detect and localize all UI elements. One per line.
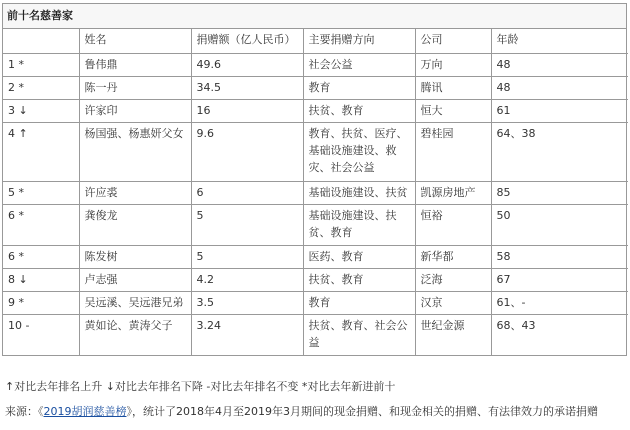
cell-company: 恒大 [415, 100, 491, 123]
table-header-row [3, 29, 628, 54]
source-suffix: 》，统计了2018年4月至2019年3月期间的现金捐赠、和现金相关的捐赠、有法律效力的承诺捐赠 [126, 405, 598, 418]
cell-company: 碧桂园 [415, 123, 491, 182]
cell-direction: 扶贫、教育 [303, 100, 415, 123]
cell-rank: 5 * [3, 182, 79, 205]
cell-direction: 扶贫、教育 [303, 269, 415, 292]
cell-amount: 5 [191, 246, 303, 269]
cell-name: 陈发树 [79, 246, 191, 269]
cell-name: 黄如论、黄涛父子 [79, 315, 191, 356]
source-prefix: 来源：《 [5, 405, 44, 418]
ranking-table [3, 29, 628, 355]
cell-age: 48 [491, 77, 628, 100]
table-row [3, 100, 628, 123]
cell-direction: 社会公益 [303, 54, 415, 77]
cell-direction: 教育 [303, 292, 415, 315]
cell-amount: 3.24 [191, 315, 303, 356]
header-amount: 捐赠额（亿人民币） [191, 29, 303, 54]
header-name: 姓名 [79, 29, 191, 54]
ranking-table-container [2, 3, 627, 356]
cell-age: 68、43 [491, 315, 628, 356]
cell-name: 杨国强、杨惠妍父女 [79, 123, 191, 182]
cell-rank: 6 * [3, 205, 79, 246]
cell-rank: 2 * [3, 77, 79, 100]
cell-direction: 医药、教育 [303, 246, 415, 269]
cell-age: 50 [491, 205, 628, 246]
table-row [3, 77, 628, 100]
cell-direction: 基础设施建设、扶贫、教育 [303, 205, 415, 246]
legend-footnote: ↑对比去年排名上升 ↓对比去年排名下降 -对比去年排名不变 *对比去年新进前十 [5, 380, 396, 393]
cell-name: 卢志强 [79, 269, 191, 292]
table-row [3, 246, 628, 269]
table-row [3, 315, 628, 356]
source-line [5, 403, 625, 419]
table-row [3, 54, 628, 77]
cell-rank: 8 ↓ [3, 269, 79, 292]
cell-rank: 3 ↓ [3, 100, 79, 123]
cell-company: 世纪金源 [415, 315, 491, 356]
cell-company: 泛海 [415, 269, 491, 292]
cell-rank: 10 - [3, 315, 79, 356]
cell-age: 58 [491, 246, 628, 269]
cell-name: 陈一丹 [79, 77, 191, 100]
cell-direction: 教育、扶贫、医疗、基础设施建设、救灾、社会公益 [303, 123, 415, 182]
header-age: 年龄 [491, 29, 628, 54]
header-rank [3, 29, 79, 54]
cell-rank: 6 * [3, 246, 79, 269]
cell-direction: 教育 [303, 77, 415, 100]
table-row [3, 292, 628, 315]
header-company: 公司 [415, 29, 491, 54]
cell-amount: 6 [191, 182, 303, 205]
cell-amount: 5 [191, 205, 303, 246]
cell-amount: 4.2 [191, 269, 303, 292]
cell-company: 万向 [415, 54, 491, 77]
cell-age: 85 [491, 182, 628, 205]
source-link[interactable]: 2019胡润慈善榜 [43, 405, 127, 418]
table-row [3, 123, 628, 182]
cell-age: 67 [491, 269, 628, 292]
table-row [3, 182, 628, 205]
cell-rank: 4 ↑ [3, 123, 79, 182]
cell-amount: 9.6 [191, 123, 303, 182]
cell-company: 恒裕 [415, 205, 491, 246]
table-row [3, 205, 628, 246]
table-caption: 前十名慈善家 [3, 4, 626, 29]
cell-amount: 34.5 [191, 77, 303, 100]
cell-rank: 9 * [3, 292, 79, 315]
cell-age: 64、38 [491, 123, 628, 182]
table-row [3, 269, 628, 292]
cell-name: 许应裘 [79, 182, 191, 205]
cell-company: 腾讯 [415, 77, 491, 100]
cell-name: 吴远溪、吴远港兄弟 [79, 292, 191, 315]
cell-age: 61、- [491, 292, 628, 315]
cell-company: 汉京 [415, 292, 491, 315]
cell-amount: 49.6 [191, 54, 303, 77]
cell-company: 新华都 [415, 246, 491, 269]
cell-direction: 扶贫、教育、社会公益 [303, 315, 415, 356]
cell-amount: 16 [191, 100, 303, 123]
cell-name: 龚俊龙 [79, 205, 191, 246]
header-direction: 主要捐赠方向 [303, 29, 415, 54]
cell-direction: 基础设施建设、扶贫 [303, 182, 415, 205]
cell-name: 许家印 [79, 100, 191, 123]
cell-amount: 3.5 [191, 292, 303, 315]
cell-rank: 1 * [3, 54, 79, 77]
cell-age: 61 [491, 100, 628, 123]
cell-company: 凯源房地产 [415, 182, 491, 205]
cell-age: 48 [491, 54, 628, 77]
cell-name: 鲁伟鼎 [79, 54, 191, 77]
